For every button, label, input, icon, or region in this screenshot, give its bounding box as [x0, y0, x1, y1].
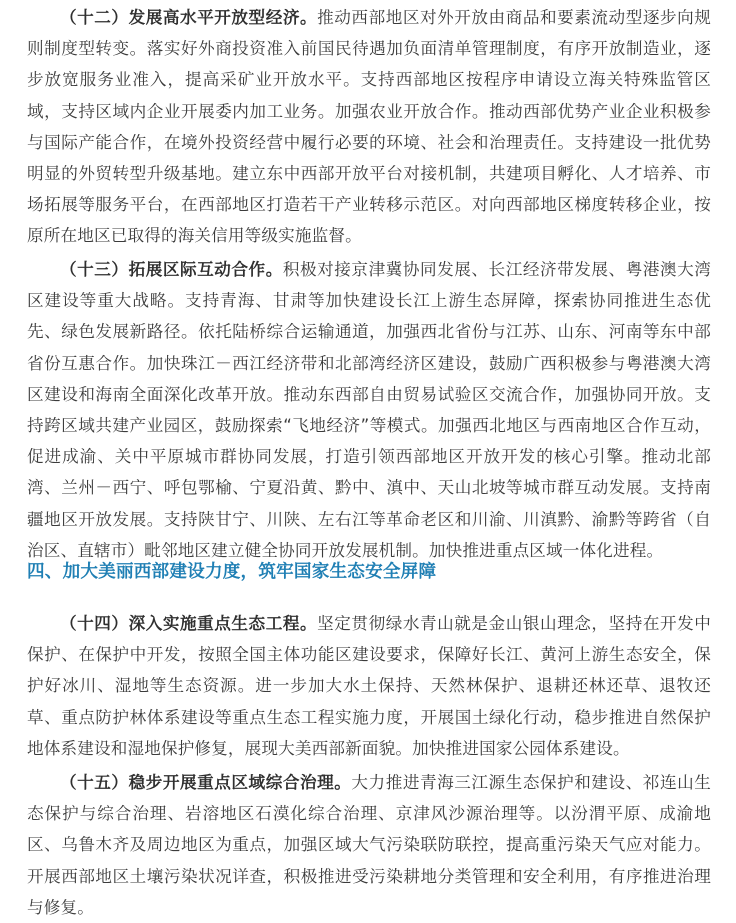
section-heading: 四、加大美丽西部建设力度，筑牢国家生态安全屏障 [27, 562, 437, 582]
paragraph-15-body: 大力推进青海三江源生态保护和建设、祁连山生态保护与综合治理、岩溶地区石漠化综合治理、京津风沙源治理等。以汾渭平原、成渝地区、乌鲁木齐及周边地区为重点，加强区域大气污染联防联控，提高重污染天气应对能力。开展西部地区土壤污染状况详查，积极推进受污染耕地分类管理和安全利用，有序推进治理与修复。 [27, 773, 711, 917]
paragraph-14-lead: （十四）深入实施重点生态工程。 [60, 614, 318, 633]
paragraph-13-lead: （十三）拓展区际互动合作。 [60, 260, 283, 279]
paragraph-13-body: 积极对接京津冀协同发展、长江经济带发展、粤港澳大湾区建设等重大战略。支持青海、甘肃等加快建设长江上游生态屏障，探索协同推进生态优先、绿色发展新路径。依托陆桥综合运输通道，加强西北省份与江苏、山东、河南等东中部省份互惠合作。加快珠江－西江经济带和北部湾经济区建设，鼓励广西积极参与粤港澳大湾区建设和海南全面深化改革开放。推动东西部自由贸易试验区交流合作，加强协同开放。支持跨区域共建产业园区，鼓励探索“飞地经济”等模式。加强西北地区与西南地区合作互动，促进成渝、关中平原城市群协同发展，打造引领西部地区开放开发的核心引擎。推动北部湾、兰州－西宁、呼包鄂榆、宁夏沿黄、黔中、滇中、天山北坡等城市群互动发展。支持南疆地区开放发展。支持陕甘宁、川陕、左右江等革命老区和川渝、川滇黔、渝黔等跨省（自治区、直辖市）毗邻地区建立健全协同开放发展机制。加快推进重点区域一体化进程。 [27, 260, 712, 560]
paragraph-14-body: 坚定贯彻绿水青山就是金山银山理念，坚持在开发中保护、在保护中开发，按照全国主体功能区建设要求，保障好长江、黄河上游生态安全，保护好冰川、湿地等生态资源。进一步加大水土保持、天然林保护、退耕还林还草、退牧还草、重点防护林体系建设等重点生态工程实施力度，开展国土绿化行动，稳步推进自然保护地体系建设和湿地保护修复，展现大美西部新面貌。加快推进国家公园体系建设。 [27, 614, 712, 758]
paragraph-14 [27, 608, 711, 764]
paragraph-15-lead: （十五）稳步开展重点区域综合治理。 [60, 773, 352, 792]
paragraph-12-lead: （十二）发展高水平开放型经济。 [60, 8, 318, 27]
paragraph-12-body: 推动西部地区对外开放由商品和要素流动型逐步向规则制度型转变。落实好外商投资准入前国民待遇加负面清单管理制度，有序开放制造业，逐步放宽服务业准入，提高采矿业开放水平。支持西部地区按程序申请设立海关特殊监管区域，支持区域内企业开展委内加工业务。加强农业开放合作。推动西部优势产业企业积极参与国际产能合作，在境外投资经营中履行必要的环境、社会和治理责任。支持建设一批优势明显的外贸转型升级基地。建立东中西部开放平台对接机制，共建项目孵化、人才培养、市场拓展等服务平台，在西部地区打造若干产业转移示范区。对向西部地区梯度转移企业，按原所在地区已取得的海关信用等级实施监督。 [27, 8, 712, 246]
paragraph-12 [27, 2, 711, 252]
paragraph-13 [27, 254, 711, 566]
paragraph-15 [27, 767, 711, 923]
